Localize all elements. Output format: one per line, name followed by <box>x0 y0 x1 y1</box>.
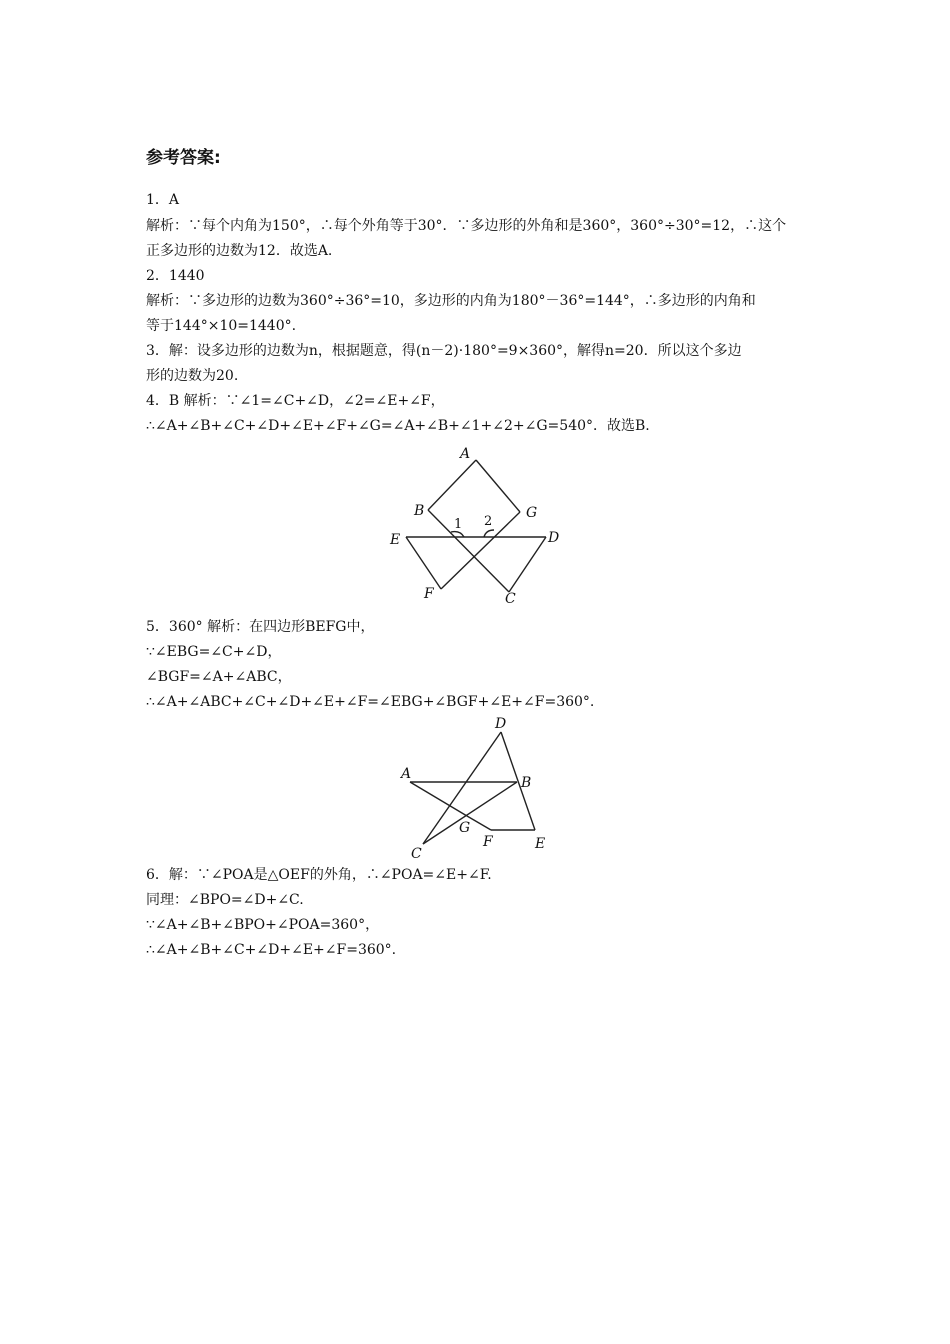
answer-6-step-1: 同理：∠BPO=∠D+∠C. <box>146 892 304 908</box>
fig2-label-g: G <box>459 820 471 836</box>
answer-5-heading: 5．360° 解析：在四边形BEFG中， <box>146 619 375 635</box>
fig1-label-c: C <box>505 591 516 607</box>
answer-6-step-2: ∵∠A+∠B+∠BPO+∠POA=360°， <box>146 917 380 933</box>
fig2-label-f: F <box>483 834 493 850</box>
answer-2-explanation-cont: 等于144°×10=1440°. <box>146 318 297 334</box>
fig2-label-c: C <box>411 846 422 862</box>
answer-2-explanation: 解析：∵多边形的边数为360°÷36°=10，多边形的内角为180°－36°=144°，∴多边形的内角和 <box>146 293 756 309</box>
answer-3-solution: 3．解：设多边形的边数为n，根据题意，得(n－2)·180°=9×360°，解得n=20．所以这个多边 <box>146 343 742 359</box>
fig2-label-d: D <box>495 716 507 732</box>
fig1-label-2: 2 <box>484 514 493 529</box>
page-title: 参考答案: <box>146 148 221 168</box>
fig2-label-a: A <box>401 766 412 782</box>
fig2-label-e: E <box>535 836 546 852</box>
answer-1-explanation: 解析：∵每个内角为150°，∴每个外角等于30°．∵多边形的外角和是360°，360°÷30°=12，∴这个 <box>146 218 787 234</box>
fig1-label-d: D <box>548 530 560 546</box>
fig1-label-b: B <box>414 503 425 519</box>
figure-2-diagram <box>395 712 565 862</box>
answer-3-solution-cont: 形的边数为20. <box>146 368 239 384</box>
figure-1-diagram <box>380 440 580 610</box>
answer-6-solution: 6．解：∵∠POA是△OEF的外角，∴∠POA=∠E+∠F. <box>146 867 492 883</box>
answer-1-heading: 1．A <box>146 192 180 208</box>
answer-4-conclusion: ∴∠A+∠B+∠C+∠D+∠E+∠F+∠G=∠A+∠B+∠1+∠2+∠G=540°．故选B. <box>146 418 650 434</box>
answer-2-heading: 2．1440 <box>146 268 205 284</box>
fig1-label-f: F <box>424 586 434 602</box>
answer-4-heading: 4．B 解析：∵∠1=∠C+∠D，∠2=∠E+∠F， <box>146 393 445 409</box>
answer-1-explanation-cont: 正多边形的边数为12．故选A. <box>146 243 333 259</box>
fig1-label-g: G <box>526 505 538 521</box>
fig2-label-b: B <box>521 775 532 791</box>
fig1-label-e: E <box>390 532 401 548</box>
answer-5-step-1: ∵∠EBG=∠C+∠D， <box>146 644 282 660</box>
fig1-label-1: 1 <box>454 517 463 532</box>
answer-5-conclusion: ∴∠A+∠ABC+∠C+∠D+∠E+∠F=∠EBG+∠BGF+∠E+∠F=360°. <box>146 694 595 710</box>
answer-6-conclusion: ∴∠A+∠B+∠C+∠D+∠E+∠F=360°. <box>146 942 397 958</box>
fig1-label-a: A <box>460 446 471 462</box>
answer-5-step-2: ∠BGF=∠A+∠ABC， <box>146 669 292 685</box>
